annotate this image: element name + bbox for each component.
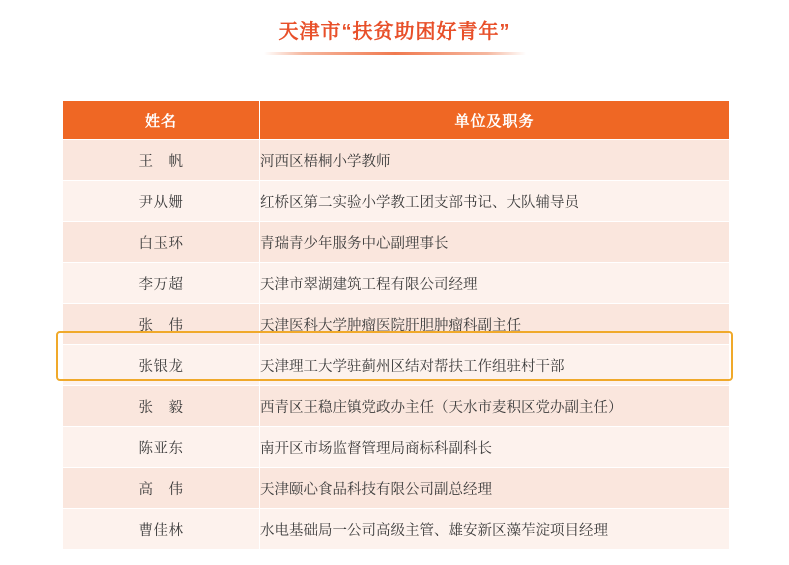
cell-unit: 青瑞青少年服务中心副理事长 <box>260 222 730 263</box>
table-row <box>63 345 730 386</box>
cell-name: 王 帆 <box>63 140 260 181</box>
table-row <box>63 181 730 222</box>
cell-name: 尹从姗 <box>63 181 260 222</box>
cell-name: 张 毅 <box>63 386 260 427</box>
cell-name: 李万超 <box>63 263 260 304</box>
column-header-unit: 单位及职务 <box>260 101 730 140</box>
cell-name: 高 伟 <box>63 468 260 509</box>
table-header-row <box>63 101 730 140</box>
table-row <box>63 427 730 468</box>
cell-name: 张银龙 <box>63 345 260 386</box>
page-title-container <box>0 18 789 54</box>
roster-table <box>62 100 730 550</box>
cell-unit: 河西区梧桐小学教师 <box>260 140 730 181</box>
roster-table-container <box>62 100 727 550</box>
table-body <box>63 140 730 550</box>
cell-unit: 水电基础局一公司高级主管、雄安新区藻苲淀项目经理 <box>260 509 730 550</box>
cell-unit: 红桥区第二实验小学教工团支部书记、大队辅导员 <box>260 181 730 222</box>
cell-unit: 天津医科大学肿瘤医院肝胆肿瘤科副主任 <box>260 304 730 345</box>
table-header <box>63 101 730 140</box>
cell-name: 曹佳林 <box>63 509 260 550</box>
page-title: 天津市“扶贫助困好青年” <box>278 21 511 43</box>
title-divider <box>264 52 526 55</box>
cell-unit: 天津市翠湖建筑工程有限公司经理 <box>260 263 730 304</box>
cell-unit: 西青区王稳庄镇党政办主任（天水市麦积区党办副主任） <box>260 386 730 427</box>
table-row <box>63 222 730 263</box>
table-row <box>63 140 730 181</box>
cell-unit: 天津理工大学驻蓟州区结对帮扶工作组驻村干部 <box>260 345 730 386</box>
cell-name: 白玉环 <box>63 222 260 263</box>
cell-name: 陈亚东 <box>63 427 260 468</box>
table-row <box>63 509 730 550</box>
cell-unit: 天津颐心食品科技有限公司副总经理 <box>260 468 730 509</box>
table-row <box>63 304 730 345</box>
table-row <box>63 386 730 427</box>
cell-name: 张 伟 <box>63 304 260 345</box>
table-row <box>63 468 730 509</box>
table-row <box>63 263 730 304</box>
column-header-name: 姓名 <box>63 101 260 140</box>
cell-unit: 南开区市场监督管理局商标科副科长 <box>260 427 730 468</box>
